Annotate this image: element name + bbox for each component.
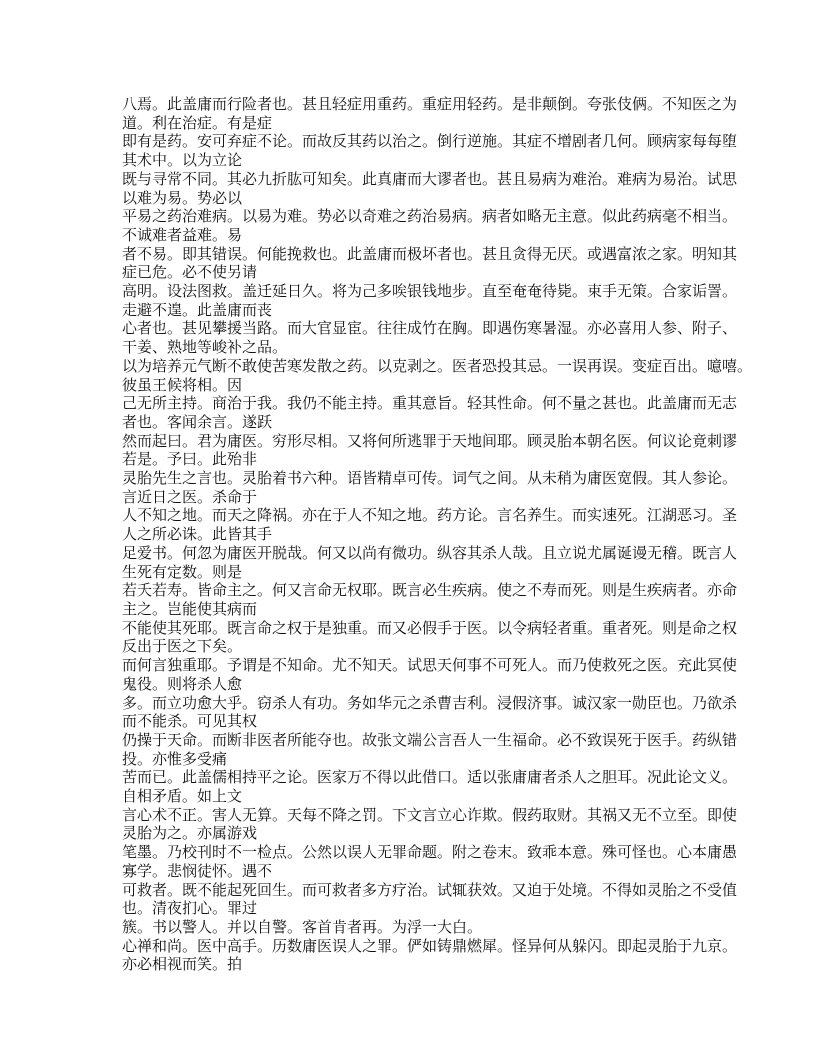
- text-line: 若是。予曰。此殆非: [122, 450, 258, 469]
- text-line: 簇。书以警人。并以自警。客首肯者再。为浮一大白。: [122, 917, 483, 936]
- paragraph: [122, 768, 738, 806]
- text-line: 足爱书。何忽为庸医开脱哉。何又以尚有微功。纵容其杀人哉。且立说尤属诞谩无稽。既言人: [122, 543, 738, 562]
- text-line: 主之。岂能使其病而: [122, 599, 258, 618]
- document-body: [122, 95, 753, 974]
- text-line: 不能使其死耶。既言命之权于是独重。而又必假手于医。以令病轻者重。重者死。则是命之权: [122, 618, 738, 637]
- text-line: 投。亦惟多受痛: [122, 749, 228, 768]
- text-line: 不诚难者益难。易: [122, 225, 243, 244]
- paragraph: [122, 918, 712, 937]
- paragraph: [122, 95, 738, 132]
- text-line: 以难为易。势必以: [122, 188, 243, 207]
- text-line: 生死有定数。则是: [122, 562, 243, 581]
- text-line: 仍操于天命。而断非医者所能夺也。故张文端公言吾人一生福命。必不致误死于医手。药纵错: [122, 730, 738, 749]
- text-line: 彼虽王候将相。因: [122, 375, 243, 394]
- text-line: 也。清夜扪心。罪过: [122, 899, 258, 918]
- paragraph: [122, 431, 738, 469]
- text-line: 心禅和尚。医中高手。历数庸医误人之罪。俨如铸鼎燃犀。怪异何从躲闪。即起灵胎于九京。: [122, 936, 738, 955]
- text-line: 而何言独重耶。予谓是不知命。尤不知天。试思天何事不可死人。而乃使救死之医。充此冥使: [122, 656, 738, 675]
- paragraph: [122, 169, 738, 207]
- text-line: 反出于医之下矣。: [122, 637, 243, 656]
- text-line: 笔墨。乃校刊时不一检点。公然以误人无罪命题。附之卷末。致乖本意。殊可怪也。心本庸愚: [122, 843, 738, 862]
- paragraph: [122, 543, 738, 581]
- paragraph: [122, 244, 738, 282]
- text-line: 言近日之医。杀命于: [122, 487, 258, 506]
- text-line: 亦必相视而笑。拍: [122, 955, 243, 974]
- paragraph: [122, 805, 738, 843]
- text-line: 者不易。即其错误。何能挽救也。此盖庸而极坏者也。甚且贪得无厌。或遇富浓之家。明知其: [122, 244, 738, 263]
- text-line: 人之所必诛。此皆其手: [122, 525, 273, 544]
- text-line: 心者也。甚见攀援当路。而大官显宦。往往成竹在胸。即遇伤寒暑湿。亦必喜用人参、附子、: [122, 319, 738, 338]
- paragraph: [122, 693, 738, 731]
- text-line: 己无所主持。商治于我。我仍不能主持。重其意旨。轻其性命。何不量之甚也。此盖庸而无志: [122, 394, 738, 413]
- text-line: 症已危。必不使另请: [122, 263, 258, 282]
- text-line: 寡学。悲悯徒怀。遇不: [122, 861, 273, 880]
- text-line: 苦而已。此盖儒相持平之论。医家万不得以此借口。适以张庸庸者杀人之胆耳。况此论文义。: [122, 768, 738, 787]
- paragraph: [122, 469, 738, 506]
- text-line: 灵胎为之。亦属游戏: [122, 824, 258, 843]
- paragraph: [122, 843, 738, 880]
- paragraph: [122, 880, 738, 918]
- text-line: 高明。设法图救。盖迁延日久。将为己多唉银钱地步。直至奄奄待毙。束手无策。合家诟詈。: [122, 282, 738, 301]
- paragraph: [122, 581, 738, 618]
- text-line: 其术中。以为立论: [122, 151, 243, 170]
- text-line: 道。利在治症。有是症: [122, 113, 273, 132]
- text-line: 干姜、熟地等峻补之品。: [122, 338, 288, 357]
- text-line: 走避不遑。此盖庸而丧: [122, 300, 273, 319]
- text-line: 可救者。既不能起死回生。而可救者多方疗治。试辄获效。又迫于处境。不得如灵胎之不受值: [122, 880, 738, 899]
- text-line: 言心术不正。害人无算。天每不降之罚。下文言立心诈欺。假药取财。其祸又无不立至。即使: [122, 805, 738, 824]
- paragraph: [122, 506, 738, 544]
- text-line: 多。而立功愈大乎。窃杀人有功。务如华元之杀曹吉利。浸假济事。诚汉家一勋臣也。乃欲杀: [122, 693, 738, 712]
- text-line: 鬼役。则将杀人愈: [122, 674, 243, 693]
- text-line: 既与寻常不同。其必九折肱可知矣。此真庸而大谬者也。甚且易病为难治。难病为易治。试思: [122, 169, 738, 188]
- paragraph: [122, 618, 738, 656]
- paragraph: [122, 656, 738, 693]
- text-line: 而不能杀。可见其权: [122, 712, 258, 731]
- text-line: 然而起曰。君为庸医。穷形尽相。又将何所逃罪于天地间耶。顾灵胎本朝名医。何议论竟刺谬: [122, 431, 738, 450]
- paragraph: [122, 730, 738, 768]
- paragraph: [122, 207, 738, 244]
- paragraph: [122, 394, 738, 431]
- text-line: 灵胎先生之言也。灵胎着书六种。语皆精卓可传。词气之间。从未稍为庸医宽假。其人参论。: [122, 469, 738, 488]
- paragraph: [122, 282, 738, 319]
- text-line: 自相矛盾。如上文: [122, 787, 243, 806]
- text-line: 平易之药治难病。以易为难。势必以奇难之药治易病。病者如略无主意。似此药病毫不相当。: [122, 207, 738, 226]
- paragraph: [122, 356, 753, 394]
- text-line: 者也。客闻余言。遂跃: [122, 412, 273, 431]
- text-line: 以为培养元气断不敢使苦寒发散之药。以克剥之。医者恐投其忌。一误再误。变症百出。噫嘻。: [122, 356, 753, 375]
- text-line: 即有是药。安可弃症不论。而故反其药以治之。倒行逆施。其症不增剧者几何。顾病家每每堕: [122, 132, 738, 151]
- paragraph: [122, 936, 738, 974]
- text-line: 若夭若寿。皆命主之。何又言命无权耶。既言必生疾病。使之不寿而死。则是生疾病者。亦命: [122, 581, 738, 600]
- text-line: 人不知之地。而天之降祸。亦在于人不知之地。药方论。言名养生。而实速死。江湖恶习。圣: [122, 506, 738, 525]
- paragraph: [122, 132, 738, 170]
- paragraph: [122, 319, 738, 357]
- text-line: 八焉。此盖庸而行险者也。甚且轻症用重药。重症用轻药。是非颠倒。夸张伎俩。不知医之为: [122, 95, 738, 113]
